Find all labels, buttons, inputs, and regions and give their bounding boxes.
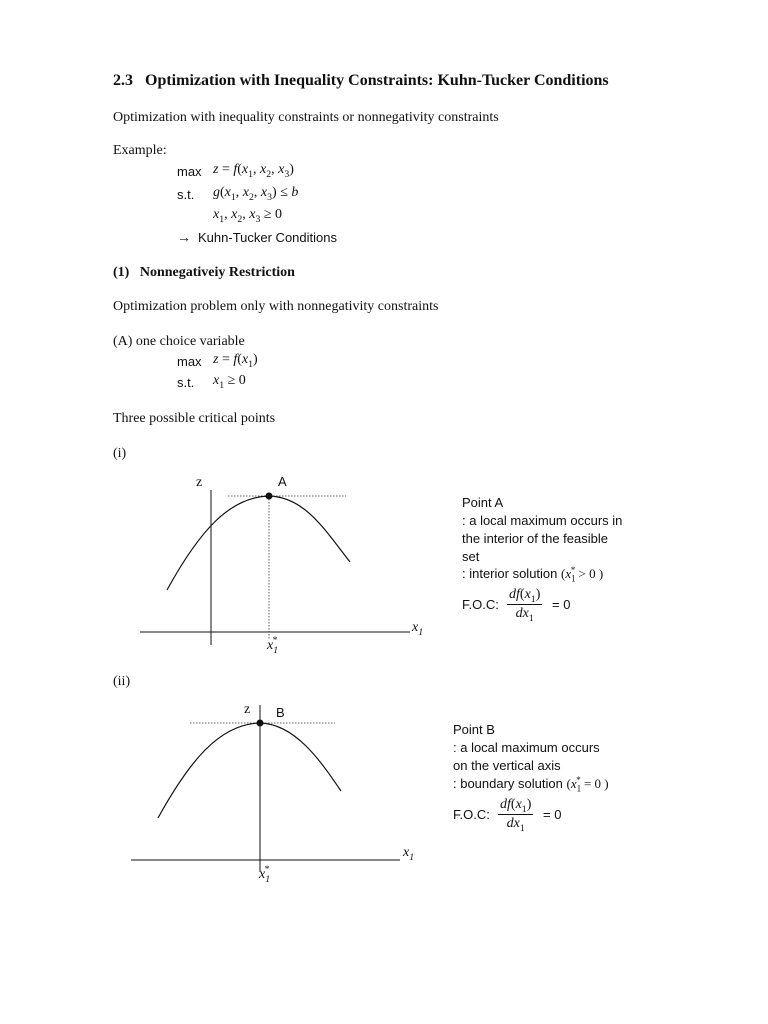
point-a-line2: the interior of the feasible xyxy=(462,531,608,546)
point-b-title: Point B xyxy=(453,722,495,737)
point-b-foc-denominator: $dx_1$ xyxy=(506,816,525,834)
section-title: Optimization with Inequality Constraints: Kuhn-Tucker Conditions xyxy=(145,72,609,89)
case-a-label: (A) one choice variable xyxy=(113,334,245,349)
example-max-keyword: max xyxy=(177,164,202,179)
point-a-foc-label: F.O.C: xyxy=(462,597,499,612)
example-constraint: $g(x_1$, $x_2$, $x_3) \le b$ xyxy=(213,185,299,203)
point-b-foc-rhs: = 0 xyxy=(543,807,562,822)
point-a-line1: : a local maximum occurs in xyxy=(462,513,623,528)
three-points-text: Three possible critical points xyxy=(113,411,276,426)
point-b-solution: : boundary solution ($x_1^* = 0$ ) xyxy=(453,774,609,794)
point-a-foc-denominator: $dx_1$ xyxy=(515,606,534,624)
point-b-line1: : a local maximum occurs xyxy=(453,740,600,755)
point-a-title: Point A xyxy=(462,495,504,510)
graph-i-x-label: $x_1$ xyxy=(412,620,424,638)
graph-i-xstar-label: $x_1^*$ xyxy=(267,635,279,656)
point-b-line2: on the vertical axis xyxy=(453,758,561,773)
point-b-foc-fraction xyxy=(498,797,533,832)
kuhn-tucker-label: Kuhn-Tucker Conditions xyxy=(198,230,337,245)
graph-ii-x-label: $x_1$ xyxy=(403,845,415,863)
subsection-number: (1) xyxy=(113,265,130,280)
objective-curve xyxy=(158,723,341,818)
point-b-foc-numerator: $df(x_1)$ xyxy=(500,797,532,815)
graph-ii-z-label: z xyxy=(244,702,251,717)
arrow-symbol: → xyxy=(177,231,191,246)
point-a-line3: set xyxy=(462,549,480,564)
point-a-solution-prefix: : interior solution xyxy=(462,566,558,581)
graph-ii-xstar-label: $x_1^*$ xyxy=(259,864,271,885)
case-ii-label: (ii) xyxy=(113,674,131,689)
point-a-foc-rhs: = 0 xyxy=(552,597,571,612)
example-objective: $z = f(x_1$, $x_2$, $x_3$) xyxy=(213,162,294,180)
graph-i-z-label: z xyxy=(196,475,203,490)
point-a-foc-numerator: $df(x_1)$ xyxy=(509,587,541,605)
point-b-foc-label: F.O.C: xyxy=(453,807,490,822)
case-i-label: (i) xyxy=(113,446,127,461)
point-a-solution: : interior solution ($x_1^* > 0$ ) xyxy=(462,564,604,584)
case-a-constraint: $x_1 \ge 0$ xyxy=(213,373,246,391)
graph-ii-point-label: B xyxy=(276,705,285,720)
section-number: 2.3 xyxy=(113,72,133,89)
case-a-max-keyword: max xyxy=(177,354,202,369)
subsection-intro: Optimization problem only with nonnegativity constraints xyxy=(113,299,439,314)
intro-text: Optimization with inequality constraints or nonnegativity constraints xyxy=(113,110,499,125)
graph-i-point-label: A xyxy=(278,474,287,489)
case-a-st-keyword: s.t. xyxy=(177,375,195,390)
example-label: Example: xyxy=(113,143,167,158)
example-nonnegativity: $x_1$, $x_2$, $x_3 \ge 0$ xyxy=(213,207,283,225)
point-b-description xyxy=(453,721,600,775)
example-st-keyword: s.t. xyxy=(177,187,195,202)
case-a-objective: $z = f(x_1)$ xyxy=(213,352,258,370)
subsection-title: Nonnegativeiy Restriction xyxy=(139,265,295,280)
point-b-marker xyxy=(257,720,264,727)
point-b-solution-prefix: : boundary solution xyxy=(453,776,563,791)
